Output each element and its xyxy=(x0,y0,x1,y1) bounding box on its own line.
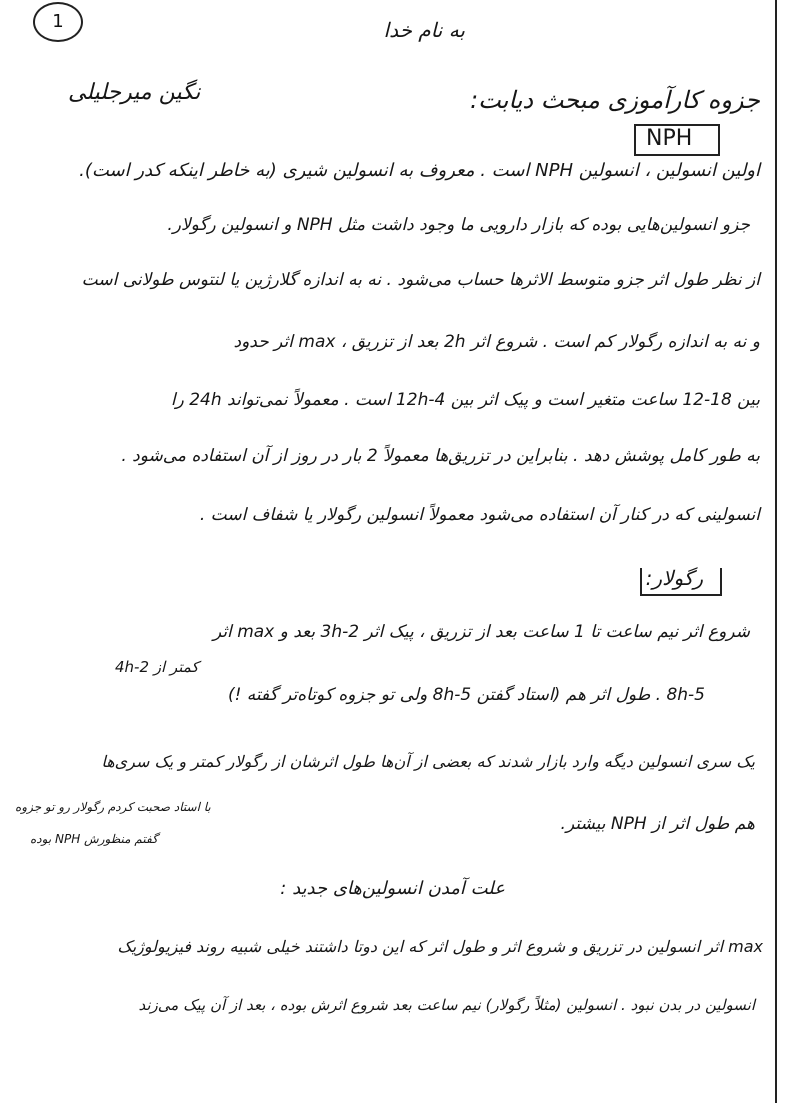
nph-line-5: بین 18-12 ساعت متغیر است و پیک اثر بین 12h-4 است . معمولاً نمی‌تواند 24h را xyxy=(170,390,760,410)
nph-line-1: اولین انسولین ، انسولین NPH است . معروف به انسولین شیری (به خاطر اینکه کدر است). xyxy=(79,160,760,181)
basmala: به نام خدا xyxy=(383,18,465,42)
nph-line-7: انسولینی که در کنار آن استفاده می‌شود معمولاً انسولین رگولار یا شفاف است . xyxy=(199,505,760,525)
page-right-edge-line xyxy=(775,0,777,1103)
document-title: جزوه کارآموزی مبحث دیابت: xyxy=(470,86,760,114)
regular-line-5: هم طول اثر از NPH بیشتر. xyxy=(560,814,755,834)
regular-line-1: شروع اثر نیم ساعت تا 1 ساعت بعد از تزریق ، پیک اثر 3h-2 بعد و max اثر xyxy=(212,622,750,642)
side-note-line-2: گفتم منظورش NPH بوده xyxy=(30,832,158,846)
section-heading-new-insulins: علت آمدن انسولین‌های جدید : xyxy=(280,878,505,899)
nph-line-6: به طور کامل پوشش دهد . بنابراین در تزریق‌ها معمولاً 2 بار در روز از آن استفاده می‌شود . xyxy=(121,446,760,466)
section-heading-nph: NPH xyxy=(646,126,693,151)
regular-line-2: کمتر از 4h-2 xyxy=(115,658,199,676)
new-insulins-line-1: max اثر انسولین در تزریق و شروع اثر و طول اثر که این دوتا داشتند خیلی شبیه روند فیزیولوژیک xyxy=(117,937,763,956)
author-name: نگین میرجلیلی xyxy=(68,80,201,105)
new-insulins-line-2: انسولین در بدن نبود . انسولین (مثلاً رگولار) نیم ساعت بعد شروع اثرش بوده ، بعد از آن پیک می‌زند xyxy=(138,996,755,1014)
regular-line-4: یک سری انسولین دیگه وارد بازار شدند که بعضی از آن‌ها طول اثرشان از رگولار کمتر و یک سری‌ها xyxy=(101,752,755,771)
nph-line-4: و نه به اندازه رگولار کم است . شروع اثر 2h بعد از تزریق ، max اثر حدود xyxy=(233,332,760,352)
nph-line-2: جزو انسولین‌هایی بوده که بازار دارویی ما وجود داشت مثل NPH و انسولین رگولار. xyxy=(167,215,750,235)
section-heading-regular: رگولار: xyxy=(645,566,703,590)
nph-line-3: از نظر طول اثر جزو متوسط الاثرها حساب می‌شود . نه به اندازه گلارژین یا لنتوس طولانی است xyxy=(81,270,760,290)
side-note-line-1: با استاد صحبت کردم رگولار رو تو جزوه xyxy=(15,800,211,814)
regular-line-3: 8h-5 . طول اثر هم (استاد گفتن 8h-5 ولی تو جزوه کوتاه‌تر گفته !) xyxy=(227,685,705,705)
page-number: 1 xyxy=(33,2,83,42)
